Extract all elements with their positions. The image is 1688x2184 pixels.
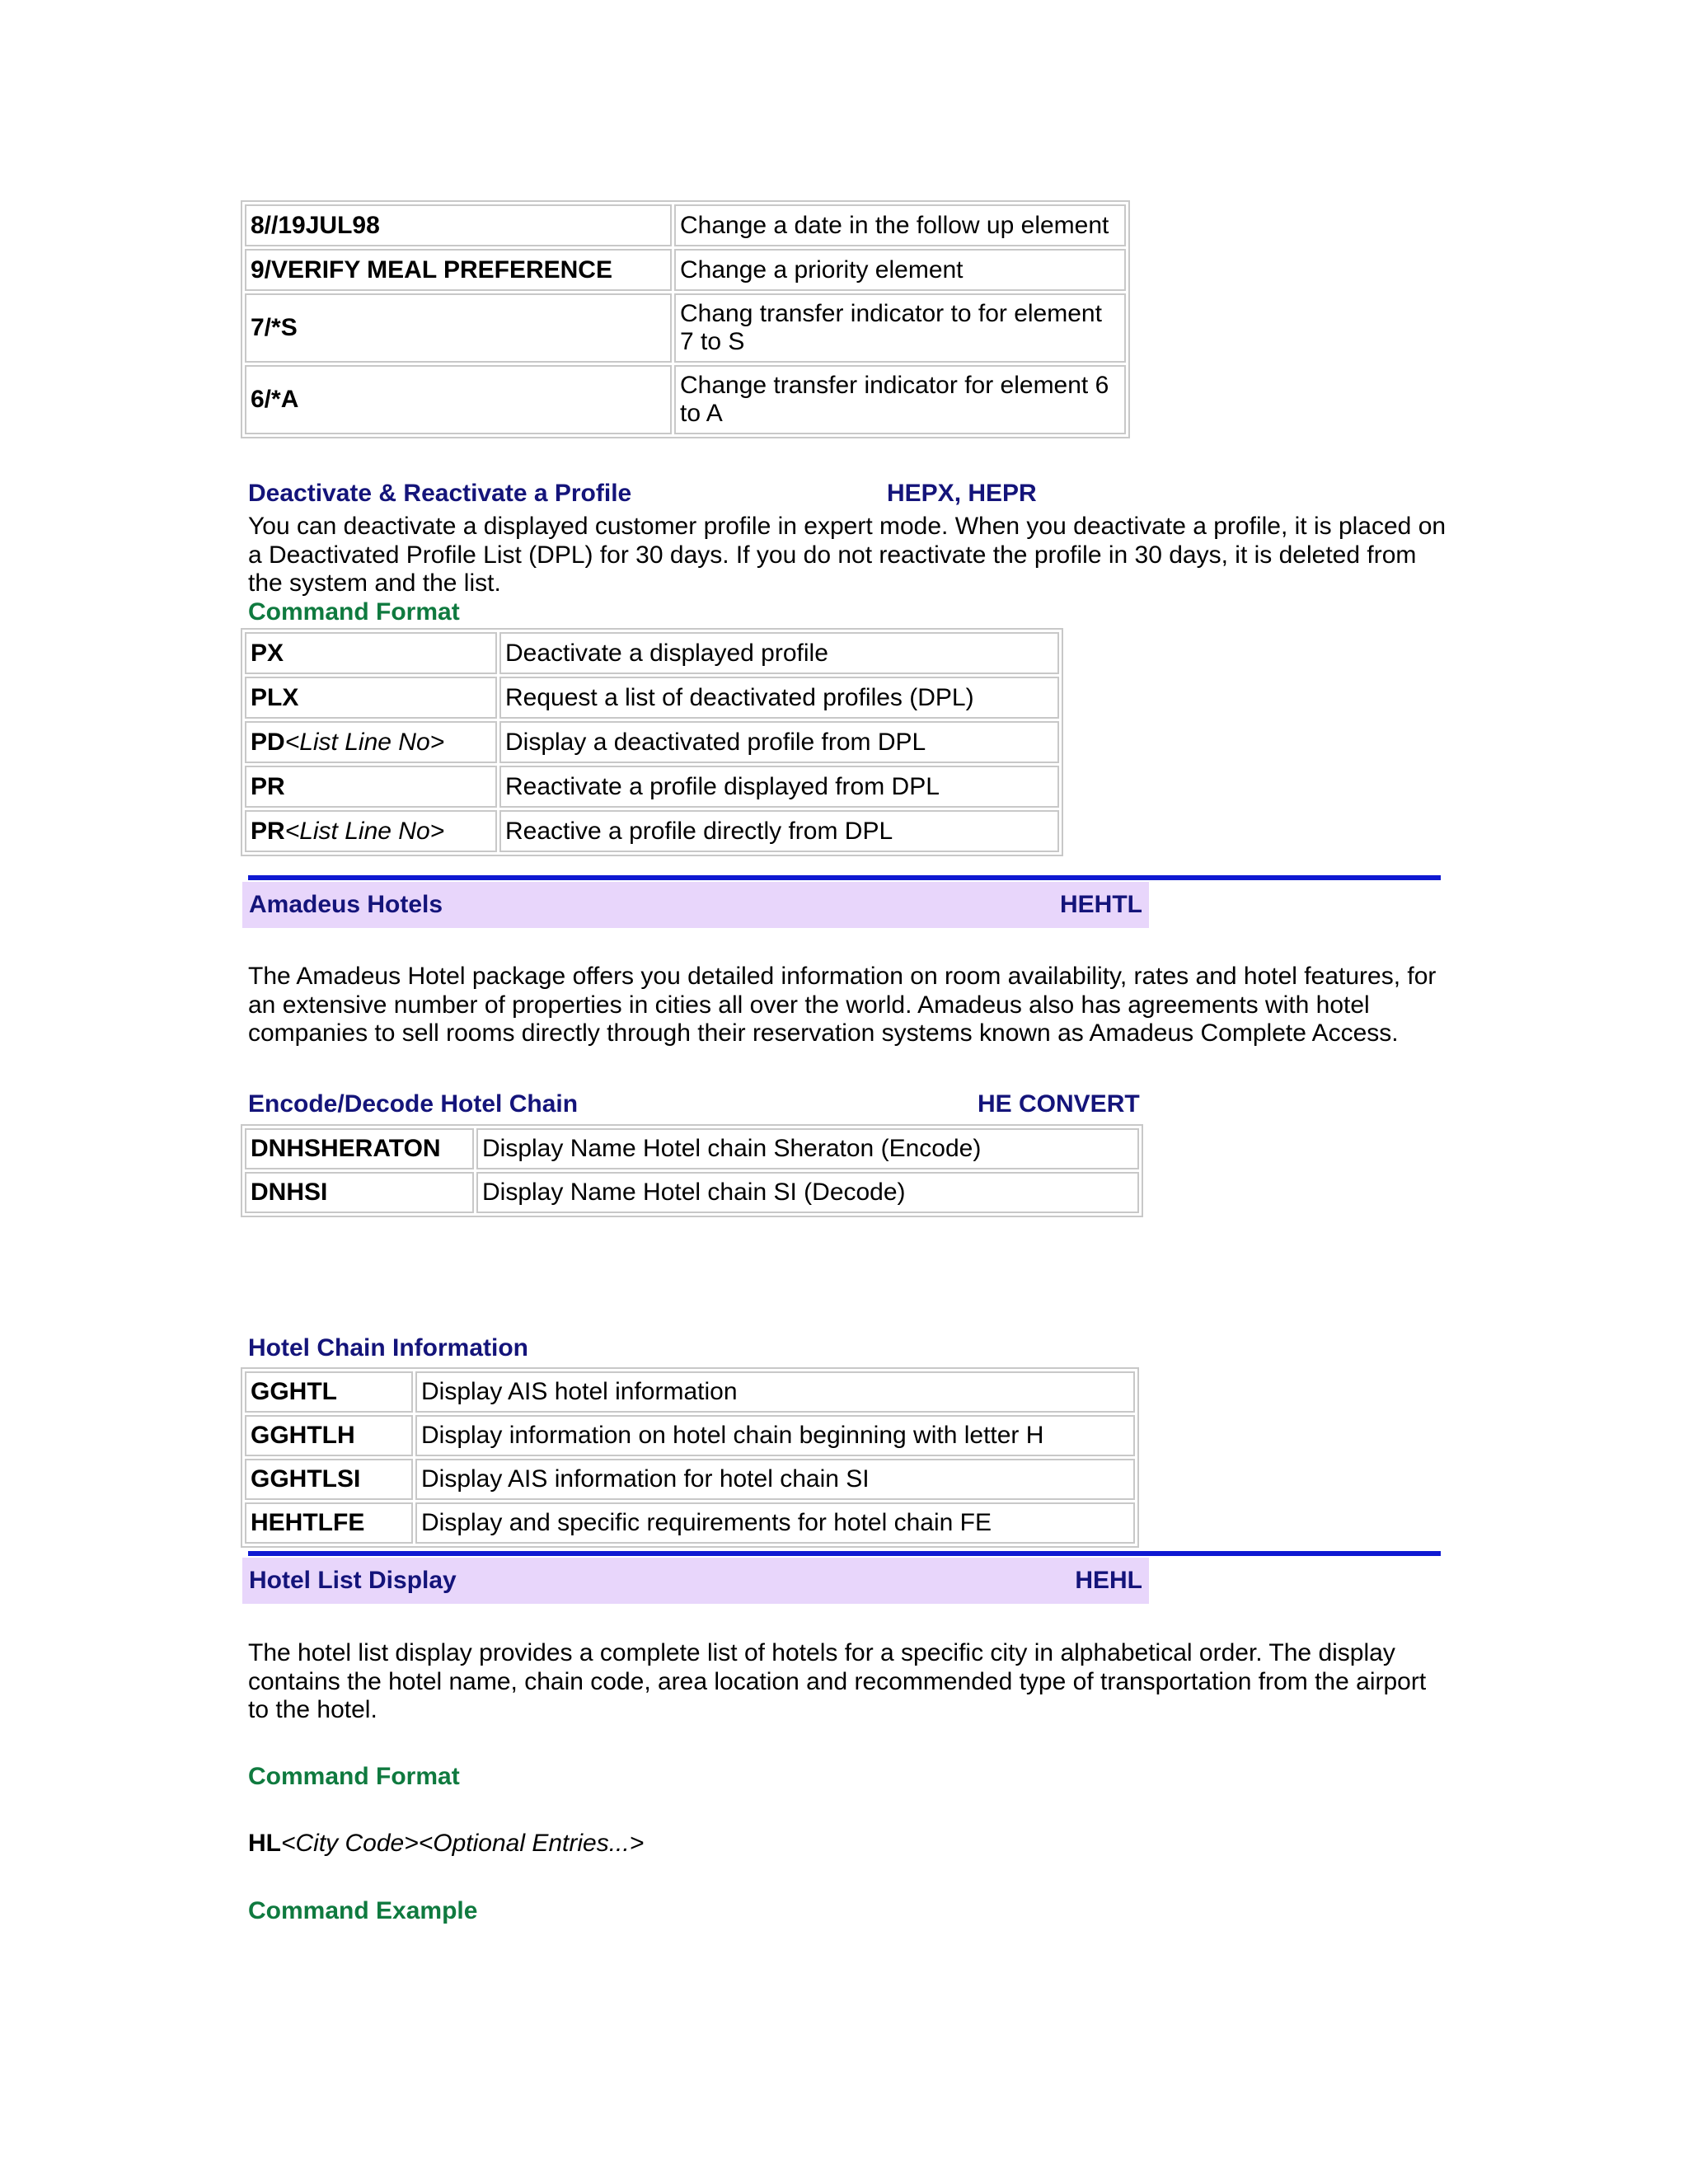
section-title-deactivate: Deactivate & Reactivate a Profile <box>248 480 632 507</box>
section-title-encode-decode: Encode/Decode Hotel Chain <box>248 1090 579 1118</box>
hotel-list-paragraph: The hotel list display provides a complete list of hotels for a specific city in alphabetical order. The display contains the hotel name, chain code, area location and recommended type of transportation from the airport to the hotel. <box>248 1639 1427 1723</box>
section-title: Hotel List Display <box>249 1567 457 1594</box>
section-title-chain-info: Hotel Chain Information <box>248 1334 528 1361</box>
table-row <box>245 766 1059 808</box>
command-code: 7/*S <box>245 293 672 363</box>
command-description: Change transfer indicator for element 6 to A <box>674 365 1126 434</box>
command-code: PLX <box>245 677 497 719</box>
command-description: Display AIS information for hotel chain SI <box>415 1459 1135 1500</box>
command-code: GGHTLH <box>245 1415 413 1456</box>
command-param: <List Line No> <box>284 728 445 756</box>
encode-decode-table <box>241 1124 1143 1217</box>
table-row <box>245 677 1059 719</box>
command-description: Reactive a profile directly from DPL <box>499 810 1059 852</box>
command-description: Deactivate a displayed profile <box>499 632 1059 674</box>
amadeus-hotels-paragraph: The Amadeus Hotel package offers you detailed information on room availability, rates and hotel features, for an extensive number of properties in cities all over the world. Amadeus also has agreements with hotel companies to sell rooms directly through their reservation systems known as Amadeus Complete Access. <box>248 963 1437 1047</box>
table-row <box>245 204 1126 246</box>
section-divider <box>248 1551 1441 1556</box>
section-codes-deactivate: HEPX, HEPR <box>887 480 1037 507</box>
command-description: Chang transfer indicator to for element 7 to S <box>674 293 1126 363</box>
command-code: HL <box>248 1830 281 1857</box>
command-description: Display and specific requirements for hotel chain FE <box>415 1502 1135 1544</box>
command-code: 9/VERIFY MEAL PREFERENCE <box>245 249 672 291</box>
section-header-hotel-list <box>242 1558 1149 1604</box>
deactivate-paragraph: You can deactivate a displayed customer profile in expert mode. When you deactivate a profile, it is placed on a Deactivated Profile List (DPL) for 30 days. If you do not reactivate the profile in 30 days, it is deleted from the system and the list. <box>248 513 1447 597</box>
command-code: GGHTLSI <box>245 1459 413 1500</box>
section-divider <box>248 875 1441 880</box>
table-row <box>245 1128 1139 1169</box>
section-title: Amadeus Hotels <box>249 891 443 918</box>
command-code: PR <box>245 766 497 808</box>
table-row <box>245 1459 1135 1500</box>
section-code: HEHTL <box>1060 891 1142 918</box>
deactivate-commands-table <box>241 628 1063 856</box>
command-description: Change a priority element <box>674 249 1126 291</box>
table-row <box>245 1371 1135 1413</box>
command-code: GGHTL <box>245 1371 413 1413</box>
command-code: DNHSHERATON <box>245 1128 474 1169</box>
table-row <box>245 249 1126 291</box>
command-format-line <box>248 1830 644 1858</box>
command-code: 6/*A <box>245 365 672 434</box>
command-params: <City Code><Optional Entries...> <box>281 1830 645 1857</box>
chain-info-table <box>241 1367 1139 1548</box>
command-description: Change a date in the follow up element <box>674 204 1126 246</box>
command-example-label: Command Example <box>248 1897 478 1924</box>
table-row <box>245 365 1126 434</box>
section-code-encode-decode: HE CONVERT <box>978 1090 1140 1118</box>
table-row <box>245 810 1059 852</box>
command-description: Request a list of deactivated profiles (DPL) <box>499 677 1059 719</box>
command-code: PR<List Line No> <box>245 810 497 852</box>
command-description: Display AIS hotel information <box>415 1371 1135 1413</box>
table-row <box>245 632 1059 674</box>
table-row <box>245 1415 1135 1456</box>
command-format-label: Command Format <box>248 1763 460 1790</box>
command-code: DNHSI <box>245 1172 474 1213</box>
section-code: HEHL <box>1075 1567 1142 1594</box>
change-commands-table <box>241 200 1130 438</box>
command-code: PX <box>245 632 497 674</box>
table-row <box>245 1502 1135 1544</box>
command-code: PD<List Line No> <box>245 721 497 763</box>
command-code: 8//19JUL98 <box>245 204 672 246</box>
command-code: HEHTLFE <box>245 1502 413 1544</box>
table-row <box>245 1172 1139 1213</box>
table-row <box>245 721 1059 763</box>
command-description: Display information on hotel chain beginning with letter H <box>415 1415 1135 1456</box>
command-description: Display a deactivated profile from DPL <box>499 721 1059 763</box>
command-param: <List Line No> <box>284 817 445 845</box>
command-description: Display Name Hotel chain Sheraton (Encode) <box>476 1128 1139 1169</box>
command-format-label: Command Format <box>248 598 460 626</box>
command-description: Reactivate a profile displayed from DPL <box>499 766 1059 808</box>
section-header-amadeus-hotels <box>242 882 1149 928</box>
table-row <box>245 293 1126 363</box>
command-description: Display Name Hotel chain SI (Decode) <box>476 1172 1139 1213</box>
